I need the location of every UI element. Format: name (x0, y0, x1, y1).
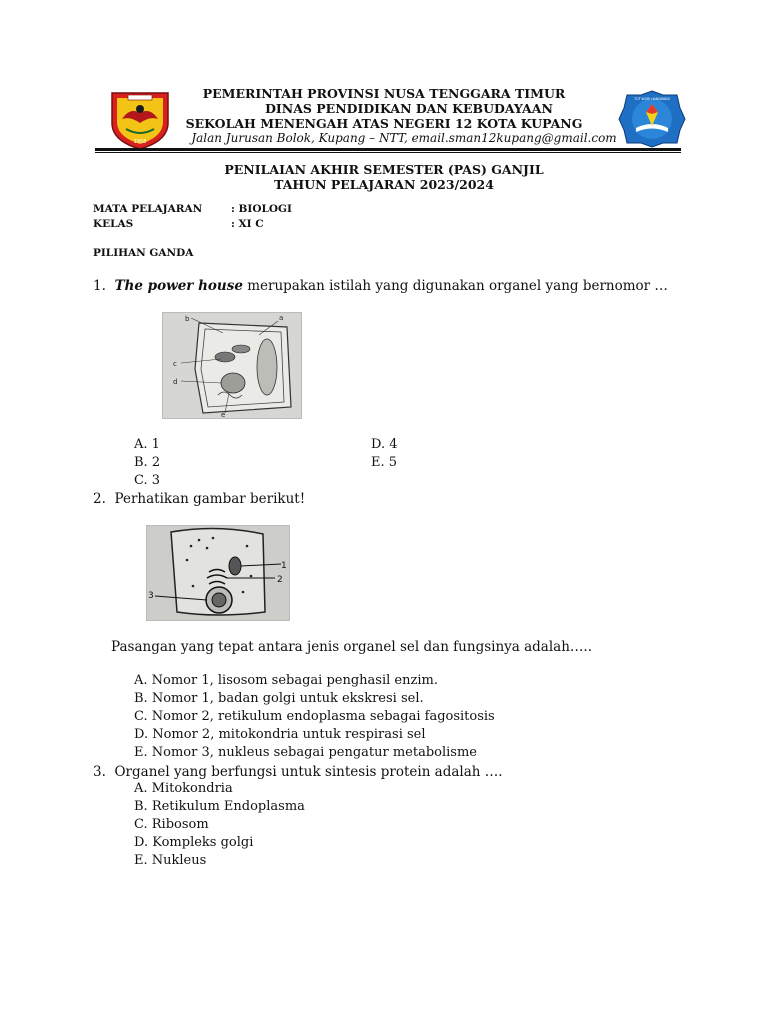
fig1-label-c: c (173, 360, 177, 368)
q2-option-d[interactable]: D. Nomor 2, mitokondria untuk respirasi sel (134, 727, 426, 742)
question-2-prompt: Pasangan yang tepat antara jenis organel sel dan fungsinya adalah….. (111, 639, 592, 655)
question-number: 2. (93, 491, 106, 507)
class-value: : XI C (231, 218, 264, 230)
header-rule-thick (95, 148, 681, 151)
header-school: SEKOLAH MENENGAH ATAS NEGERI 12 KOTA KUPANG (185, 116, 583, 131)
fig2-label-1: 1 (281, 561, 287, 571)
q1-option-d[interactable]: D. 4 (371, 437, 398, 452)
q2-option-b[interactable]: B. Nomor 1, badan golgi untuk ekskresi sel. (134, 691, 424, 706)
header-government: PEMERINTAH PROVINSI NUSA TENGGARA TIMUR (202, 86, 566, 101)
header-rule-thin (95, 152, 681, 153)
letterhead (0, 86, 768, 146)
fig1-label-d: d (173, 378, 178, 386)
fig2-label-2: 2 (277, 575, 283, 585)
header-department: DINAS PENDIDIKAN DAN KEBUDAYAAN (265, 101, 553, 116)
header-address: Jalan Jurusan Bolok, Kupang – NTT, email.sman12kupang@gmail.com (191, 131, 617, 145)
q2-option-e[interactable]: E. Nomor 3, nukleus sebagai pengatur metabolisme (134, 745, 477, 760)
q3-option-c[interactable]: C. Ribosom (134, 817, 209, 832)
fig1-label-a: a (279, 314, 284, 322)
animal-cell-figure (146, 525, 290, 621)
svg-text:TUT WURI HANDAYANI: TUT WURI HANDAYANI (634, 97, 670, 101)
q3-option-b[interactable]: B. Retikulum Endoplasma (134, 799, 305, 814)
question-1 (93, 277, 668, 295)
q1-option-a[interactable]: A. 1 (134, 437, 160, 452)
question-2-text: Perhatikan gambar berikut! (114, 491, 306, 507)
fig2-label-3: 3 (148, 591, 154, 601)
class-label: KELAS (93, 218, 134, 230)
fig1-label-e: e (221, 411, 226, 418)
q3-option-d[interactable]: D. Kompleks golgi (134, 835, 254, 850)
q3-option-e[interactable]: E. Nukleus (134, 853, 207, 868)
subject-label: MATA PELAJARAN (93, 203, 203, 215)
q1-option-e[interactable]: E. 5 (371, 455, 398, 470)
exam-year: TAHUN PELAJARAN 2023/2024 (274, 177, 494, 192)
subject-value: : BIOLOGI (231, 203, 292, 215)
q3-option-a[interactable]: A. Mitokondria (134, 781, 233, 796)
section-heading: PILIHAN GANDA (93, 247, 194, 259)
question-2 (93, 490, 305, 508)
q1-option-c[interactable]: C. 3 (134, 473, 161, 488)
question-number: 1. (93, 278, 106, 294)
question-number: 3. (93, 764, 106, 780)
plant-cell-figure (162, 312, 302, 419)
q2-option-a[interactable]: A. Nomor 1, lisosom sebagai penghasil enzim. (134, 673, 438, 688)
question-3-text: Organel yang berfungsi untuk sintesis protein adalah …. (114, 764, 503, 780)
fig1-label-b: b (185, 315, 190, 323)
question-3 (93, 763, 503, 781)
exam-title: PENILAIAN AKHIR SEMESTER (PAS) GANJIL (224, 162, 544, 177)
svg-text:1958: 1958 (133, 139, 147, 145)
question-1-text: merupakan istilah yang digunakan organel yang bernomor … (242, 278, 668, 294)
question-1-emphasis: The power house (114, 278, 243, 294)
q2-option-c[interactable]: C. Nomor 2, retikulum endoplasma sebagai fagositosis (134, 709, 495, 724)
q1-option-b[interactable]: B. 2 (134, 455, 161, 470)
